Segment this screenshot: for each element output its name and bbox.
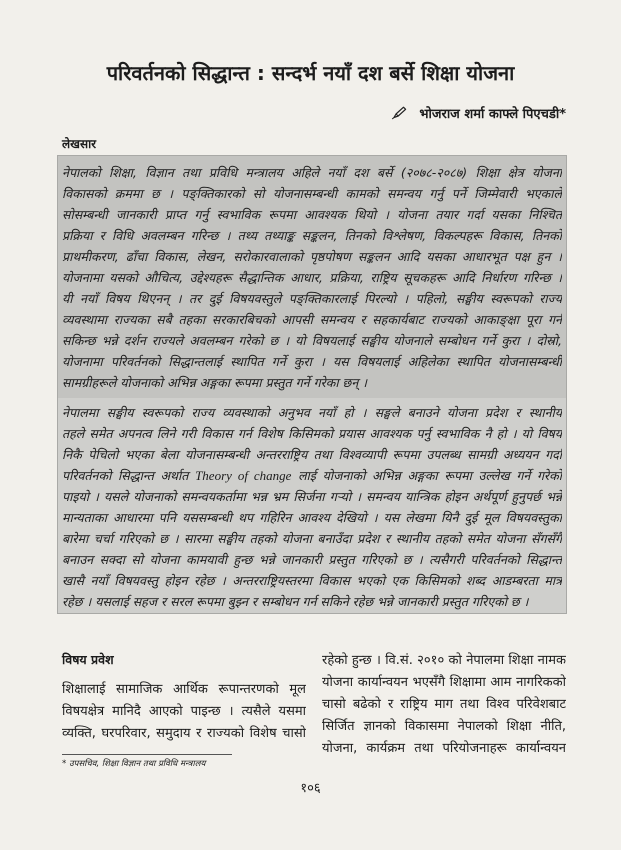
body-line: चासो बढेको र राष्ट्रिय माग तथा विश्व परिवेशबाट xyxy=(322,697,566,712)
author-name: भोजराज शर्मा काफ्ले पिएचडी* xyxy=(419,107,566,122)
body-line: योजना कार्यान्वयन भएसँगै शिक्षामा आम नागरिकको xyxy=(322,675,566,690)
body-line: रहेको हुन्छ । वि.सं. २०१० को नेपालमा शिक्षा नामक xyxy=(322,653,566,668)
pen-icon xyxy=(391,106,407,120)
abstract-line: विकासको क्रममा छ । पङ्क्तिकारको सो योजनासम्बन्धी कामको समन्वय गर्नु पर्ने जिम्मेवारी भएकाले xyxy=(62,186,562,201)
abstract-line: रहेछ । यसलाई सहज र सरल रूपमा बुझ्न र सम्बोधन गर्न सकिने रहेछ भन्ने जानकारी प्रस्तुत गरिएको छ । xyxy=(62,594,529,609)
abstract-line: सकिन्छ भन्ने दर्शन राज्यले अवलम्बन गरेको छ । यो विषयलाई सङ्घीय योजनाले सम्बोधन गर्ने कुरा । दोस्रो, xyxy=(62,333,562,348)
article-title: परिवर्तनको सिद्धान्त : सन्दर्भ नयाँ दश बर्से शिक्षा योजना xyxy=(106,61,515,85)
abstract-line: नेपालमा सङ्घीय स्वरूपको राज्य व्यवस्थाको अनुभव नयाँ हो । सङ्घले बनाउने योजना प्रदेश र स्थानीय xyxy=(62,405,562,420)
abstract-heading: लेखसार xyxy=(62,137,97,151)
abstract-line: योजनामा यसको औचित्य, उद्देश्यहरू सैद्धान्तिक आधार, प्रक्रिया, राष्ट्रिय सूचकहरू आदि निर्धारण गरिन्छ । xyxy=(62,270,562,285)
abstract-line: प्रक्रिया र विधि अवलम्बन गरिन्छ । तथ्य तथ्याङ्क सङ्कलन, तिनको विश्लेषण, विकल्पहरू विकास, तिनको xyxy=(62,228,562,243)
abstract-line xyxy=(62,465,562,486)
abstract-line: प्राथमीकरण, ढाँचा विकास, लेखन, सरोकारवालाको पृष्ठपोषण सङ्कलन आदि यसका आधारभूत पक्ष हुन । xyxy=(62,249,562,264)
abstract-line: योजनामा परिवर्तनको सिद्धान्तलाई स्थापित गर्ने कुरा । यस विषयलाई अहिलेका स्थापित योजनासम्बन्धी xyxy=(62,354,562,369)
footnote: * उपसचिव, शिक्षा विज्ञान तथा प्रविधि मन्त्रालय xyxy=(62,759,206,769)
abstract-text: परिवर्तनको सिद्धान्त अर्थात xyxy=(62,468,189,483)
abstract-line: बारेमा चर्चा गरिएको छ । सारमा सङ्घीय तहको योजना बनाउँदा प्रदेश र स्थानीय तहको समेत योजना सँगसँगै xyxy=(62,531,562,546)
abstract-line: खासै नयाँ विषयवस्तु होइन रहेछ । अन्तरराष्ट्रियस्तरमा विकास भएको एक किसिमको शब्द आडम्बरता मात्र xyxy=(62,573,562,588)
abstract-line: तहले समेत अपनत्व लिने गरी विकास गर्न विशेष किसिमको प्रयास आवश्यक पर्नु स्वभाविक नै हो । यो विषय xyxy=(62,426,562,441)
section-heading-introduction: विषय प्रवेश xyxy=(62,652,114,667)
abstract-box xyxy=(57,155,567,614)
abstract-line: पाइयो । यसले योजनाको समन्वयकर्तामा भन्न भ्रम सिर्जना गऱ्यो । समन्वय यान्त्रिक होइन अर्थपूर्ण हुनुपर्छ भन्ने xyxy=(62,489,562,504)
body-line: व्यक्ति, घरपरिवार, समुदाय र राज्यको विशेष चासो xyxy=(62,726,306,741)
abstract-paragraph-1 xyxy=(62,162,562,393)
abstract-text: लाई योजनाको अभिन्न अङ्गका रूपमा उल्लेख गर्ने गरेको xyxy=(298,468,562,483)
footnote-divider xyxy=(62,754,232,755)
body-line: विषयक्षेत्र मानिदै आएको पाइन्छ । त्यसैले यसमा xyxy=(62,704,306,719)
page-number: १०६ xyxy=(300,781,321,796)
body-line: सिर्जित ज्ञानको विकासमा नेपालको शिक्षा नीति, xyxy=(322,719,566,734)
abstract-line: सोसम्बन्धी जानकारी प्राप्त गर्नु स्वभाविक रूपमा आवश्यक थियो । योजना तयार गर्दा यसका निश्चित xyxy=(62,207,562,222)
body-line: योजना, कार्यक्रम तथा परियोजनाहरू कार्यान्वयन xyxy=(322,741,566,756)
english-term: Theory of change xyxy=(195,468,292,483)
body-column-right xyxy=(322,650,566,760)
abstract-line: बनाउन सक्दा सो योजना कामयावी हुन्छ भन्ने जानकारी प्रस्तुत गरिएको छ । त्यसैगरी परिवर्तनको सिद्धान्त xyxy=(62,552,562,567)
abstract-line: नेपालको शिक्षा, विज्ञान तथा प्रविधि मन्त्रालय अहिले नयाँ दश बर्से (२०७८-२०८७) शिक्षा क्षेत्र योजना xyxy=(62,165,562,180)
abstract-line: सामग्रीहरूले योजनाको अभिन्न अङ्गका रूपमा प्रस्तुत गर्ने गरेका छन् । xyxy=(62,375,367,390)
abstract-line: यी नयाँ विषय थिएनन् । तर दुई विषयवस्तुले पङ्क्तिकारलाई पिरल्यो । पहिलो, सङ्घीय स्वरूपको राज्य xyxy=(62,291,562,306)
body-column-left xyxy=(62,679,306,745)
abstract-line: निकै पेचिलो भएका बेला योजनासम्बन्धी अन्तरराष्ट्रिय तथा विश्वव्यापी रूपमा उपलब्ध सामग्री अध्ययन गर्दा xyxy=(62,447,562,462)
abstract-line: व्यवस्थामा राज्यका सबै तहका सरकारबिचको आपसी समन्वय र सहकार्यबाट राज्यको आकाङ्क्षा पूरा गर्न xyxy=(62,312,562,327)
abstract-line: मान्यताका आधारमा पनि यससम्बन्धी थप गहिरिन आवश्य देखियो । यस लेखमा यिनै दुई मूल विषयवस्तुका xyxy=(62,510,562,525)
body-line: शिक्षालाई सामाजिक आर्थिक रूपान्तरणको मूल xyxy=(62,682,306,697)
abstract-paragraph-2 xyxy=(62,402,562,612)
author-line xyxy=(391,103,566,123)
